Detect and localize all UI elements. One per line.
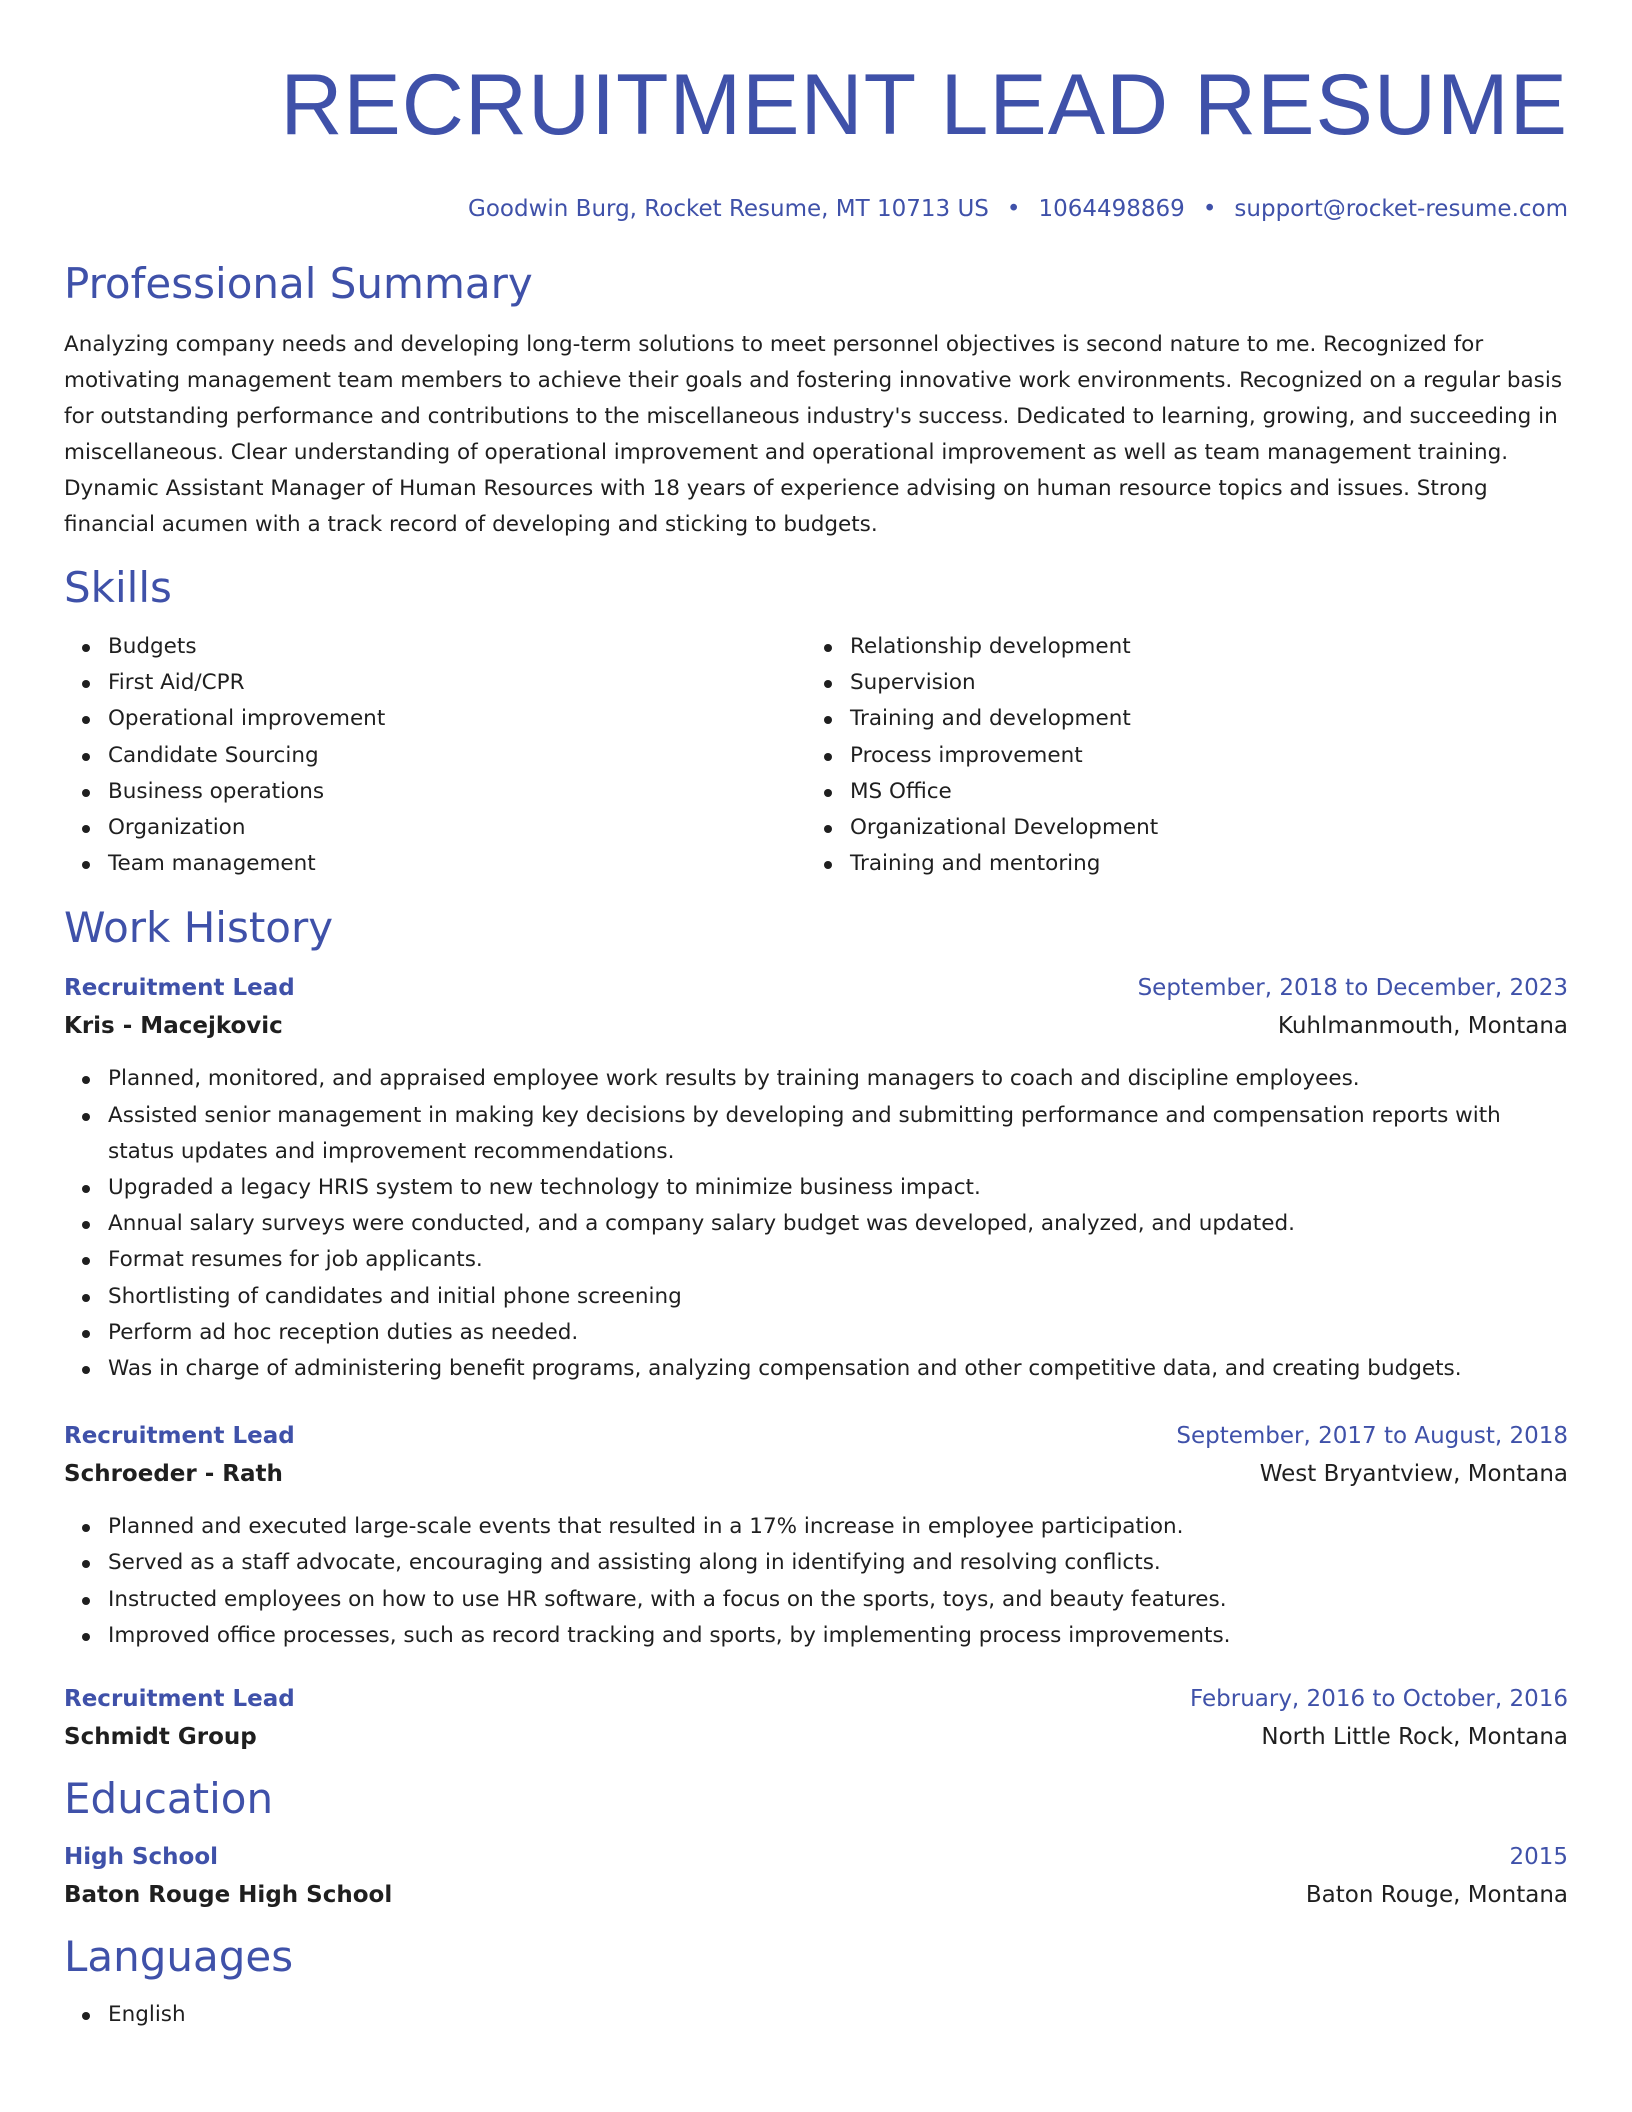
education-entry bbox=[64, 1838, 1568, 1914]
job-employer-row bbox=[64, 1718, 1568, 1756]
job-duties-list bbox=[64, 1061, 1568, 1387]
job-duty-item: Shortlisting of candidates and initial phone screening bbox=[108, 1279, 1568, 1315]
summary-heading: Professional Summary bbox=[64, 259, 533, 308]
skill-item: Organization bbox=[108, 810, 806, 846]
resume-title: RECRUITMENT LEAD RESUME bbox=[280, 57, 1568, 153]
skill-item: Training and development bbox=[850, 701, 1548, 737]
job-dates: September, 2018 to December, 2023 bbox=[1137, 975, 1568, 1002]
job-employer-row bbox=[64, 1455, 1568, 1493]
skill-item: Candidate Sourcing bbox=[108, 738, 806, 774]
job-duty-item: Was in charge of administering benefit programs, analyzing compensation and other competitive data, and creating budgets. bbox=[108, 1351, 1568, 1387]
skill-item: MS Office bbox=[850, 774, 1548, 810]
job-entry bbox=[64, 1417, 1568, 1654]
skill-item: Process improvement bbox=[850, 738, 1548, 774]
job-dates: February, 2016 to October, 2016 bbox=[1190, 1686, 1568, 1713]
skills-grid bbox=[64, 629, 1568, 882]
skill-item: Business operations bbox=[108, 774, 806, 810]
job-duty-item: Served as a staff advocate, encouraging and assisting along in identifying and resolving conflicts. bbox=[108, 1545, 1568, 1581]
skills-list-right bbox=[806, 629, 1548, 882]
skill-item: Team management bbox=[108, 846, 806, 882]
contact-phone: 1064498869 bbox=[1038, 196, 1185, 222]
education-degree: High School bbox=[64, 1844, 219, 1871]
languages-list bbox=[64, 1997, 1568, 2033]
education-school-row bbox=[64, 1876, 1568, 1914]
job-location: West Bryantview, Montana bbox=[1259, 1461, 1568, 1488]
job-employer-row bbox=[64, 1007, 1568, 1045]
job-title: Recruitment Lead bbox=[64, 1423, 295, 1450]
skill-item: Relationship development bbox=[850, 629, 1548, 665]
skill-item: First Aid/CPR bbox=[108, 665, 806, 701]
skill-item: Supervision bbox=[850, 665, 1548, 701]
job-duties-list bbox=[64, 1509, 1568, 1654]
job-entry bbox=[64, 1680, 1568, 1756]
job-duty-item: Upgraded a legacy HRIS system to new technology to minimize business impact. bbox=[108, 1170, 1568, 1206]
education-location: Baton Rouge, Montana bbox=[1305, 1882, 1568, 1909]
languages-heading: Languages bbox=[64, 1932, 294, 1982]
job-location: North Little Rock, Montana bbox=[1261, 1724, 1568, 1751]
skill-item: Operational improvement bbox=[108, 701, 806, 737]
job-entry bbox=[64, 969, 1568, 1387]
job-duty-item: Assisted senior management in making key decisions by developing and submitting performance and compensation reports with status updates and improvement recommendations. bbox=[108, 1098, 1568, 1170]
job-duty-item: Format resumes for job applicants. bbox=[108, 1242, 1568, 1278]
job-title: Recruitment Lead bbox=[64, 1686, 295, 1713]
contact-separator: • bbox=[1202, 196, 1217, 222]
skill-item: Budgets bbox=[108, 629, 806, 665]
contact-separator: • bbox=[1006, 196, 1021, 222]
job-header-row bbox=[64, 1680, 1568, 1718]
contact-address: Goodwin Burg, Rocket Resume, MT 10713 US bbox=[468, 196, 989, 222]
skills-list-left bbox=[64, 629, 806, 882]
skill-item: Organizational Development bbox=[850, 810, 1548, 846]
job-dates: September, 2017 to August, 2018 bbox=[1176, 1423, 1568, 1450]
contact-line bbox=[64, 194, 1568, 224]
contact-email[interactable]: support@rocket-resume.com bbox=[1234, 196, 1568, 222]
job-title: Recruitment Lead bbox=[64, 975, 295, 1002]
skills-column-left bbox=[64, 629, 806, 882]
job-duty-item: Improved office processes, such as record tracking and sports, by implementing process improvements. bbox=[108, 1618, 1568, 1654]
job-duty-item: Perform ad hoc reception duties as needed. bbox=[108, 1315, 1568, 1351]
job-duty-item: Planned, monitored, and appraised employee work results by training managers to coach and discipline employees. bbox=[108, 1061, 1568, 1097]
job-employer: Schroeder - Rath bbox=[64, 1461, 283, 1488]
summary-text: Analyzing company needs and developing long-term solutions to meet personnel objectives is second nature to me. Recognized for motivating management team members to achieve their goals and fostering innovative work environments. Recognized on a regular basis for outstanding performance and contributions to the miscellaneous industry's success. Dedicated to learning, growing, and succeeding in miscellaneous. Clear understanding of operational improvement and operational improvement as well as team management training. Dynamic Assistant Manager of Human Resources with 18 years of experience advising on human resource topics and issues. Strong financial acumen with a track record of developing and sticking to budgets. bbox=[64, 332, 1563, 537]
skills-column-right bbox=[806, 629, 1548, 882]
job-duty-item: Planned and executed large-scale events that resulted in a 17% increase in employee participation. bbox=[108, 1509, 1568, 1545]
work-history-heading: Work History bbox=[64, 903, 334, 953]
job-header-row bbox=[64, 969, 1568, 1007]
skill-item: Training and mentoring bbox=[850, 846, 1548, 882]
education-school: Baton Rouge High School bbox=[64, 1882, 393, 1909]
job-duty-item: Instructed employees on how to use HR software, with a focus on the sports, toys, and beauty features. bbox=[108, 1582, 1568, 1618]
job-duty-item: Annual salary surveys were conducted, and a company salary budget was developed, analyzed, and updated. bbox=[108, 1206, 1568, 1242]
job-employer: Schmidt Group bbox=[64, 1724, 257, 1751]
job-location: Kuhlmanmouth, Montana bbox=[1277, 1013, 1568, 1040]
education-year: 2015 bbox=[1509, 1844, 1568, 1871]
language-item: English bbox=[108, 1997, 1568, 2033]
education-heading: Education bbox=[64, 1774, 274, 1824]
skills-heading: Skills bbox=[64, 563, 172, 612]
education-header-row bbox=[64, 1838, 1568, 1876]
job-employer: Kris - Macejkovic bbox=[64, 1013, 283, 1040]
job-header-row bbox=[64, 1417, 1568, 1455]
